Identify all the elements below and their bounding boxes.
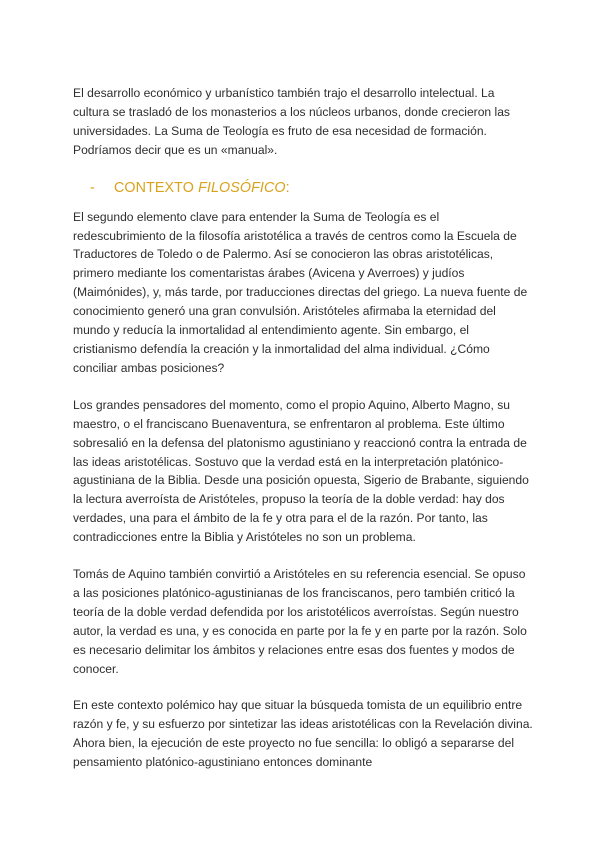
body-paragraph: Tomás de Aquino también convirtió a Aristóteles en su referencia esencial. Se opuso a las posiciones platónico-agustinianas de los franciscanos, pero también criticó la teoría de la doble verdad defendida por los aristotélicos averroístas. Según nuestro autor, la verdad es una, y es conocida en parte por la fe y en parte por la razón. Solo es necesario delimitar los ámbitos y relaciones entre esas dos fuentes y modos de conocer.: [73, 567, 527, 676]
body-paragraph: En este contexto polémico hay que situar la búsqueda tomista de un equilibrio entre razón y fe, y su esfuerzo por sintetizar las ideas aristotélicas con la Revelación divina. Ahora bien, la ejecución de este proyecto no fue sencilla: lo obligó a separarse del pensamiento platónico-agustiniano entonces dominante: [73, 698, 533, 770]
intro-paragraph: El desarrollo económico y urbanístico también trajo el desarrollo intelectual. La cultura se trasladó de los monasterios a los núcleos urbanos, donde crecieron las universidades. La Suma de Teología es fruto de esa necesidad de formación. Podríamos decir que es un «manual».: [73, 86, 510, 157]
heading-label: CONTEXTO: [114, 179, 194, 196]
document-page: [73, 84, 533, 790]
body-paragraph: El segundo elemento clave para entender la Suma de Teología es el redescubrimiento de la filosofía aristotélica a través de centros como la Escuela de Traductores de Toledo o de Palermo. Así se conocieron las obras aristotélicas, primero mediante los comentaristas árabes (Avicena y Averroes) y judíos (Maimónides), y, más tarde, por traducciones directas del griego. La nueva fuente de conocimiento generó una gran convulsión. Aristóteles afirmaba la eternidad del mundo y reducía la inmortalidad al entendimiento agente. Sin embargo, el cristianismo defendía la creación y la inmortalidad del alma individual. ¿Cómo conciliar ambas posiciones?: [73, 209, 528, 375]
heading-label-suffix: :: [285, 179, 290, 196]
heading-label-emphasis: FILOSÓFICO: [198, 179, 286, 196]
heading-bullet: -: [90, 179, 95, 196]
body-paragraph: Los grandes pensadores del momento, como el propio Aquino, Alberto Magno, su maestro, o el franciscano Buenaventura, se enfrentaron al problema. Este último sobresalió en la defensa del platonismo agustiniano y reaccionó contra la entrada de las ideas aristotélicas. Sostuvo que la verdad está en la interpretación platónico-agustiniana de la Biblia. Desde una posición opuesta, Sigerio de Brabante, siguiendo la lectura averroísta de Aristóteles, propuso la teoría de la doble verdad: hay dos verdades, una para el ámbito de la fe y otra para el de la razón. Por tanto, las contradicciones entre la Biblia y Aristóteles no son un problema.: [73, 397, 529, 545]
section-heading: [90, 178, 533, 198]
